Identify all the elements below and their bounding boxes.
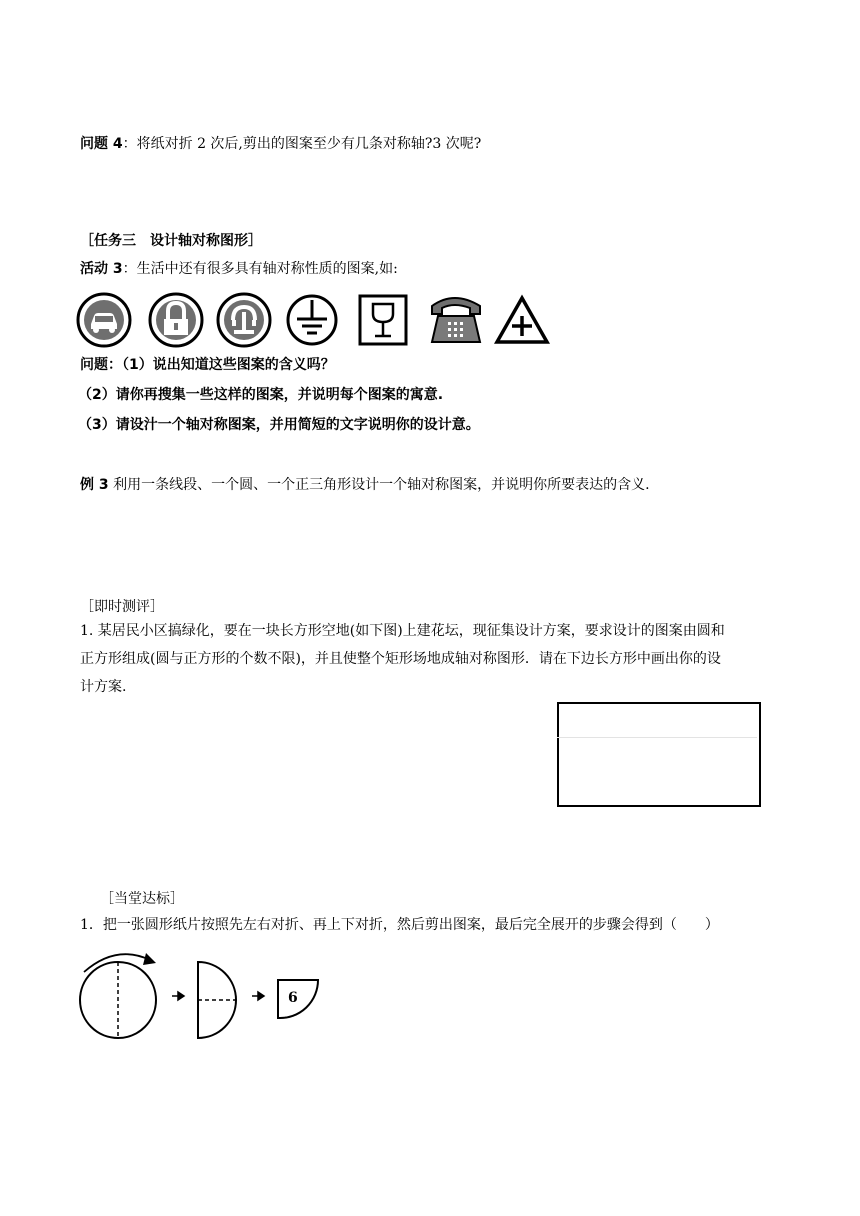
question-4-text: ：将纸对折 2 次后,剪出的图案至少有几条对称轴?3 次呢? (122, 136, 482, 152)
question-1: （1）说出知道这些图案的含义吗？ (122, 357, 335, 373)
half-circle-figure (198, 962, 236, 1038)
quarter-circle-figure (278, 980, 318, 1018)
example-3-text: 利用一条线段、一个圆、一个正三角形设计一个轴对称图案，并说明你所要表达的含义. (108, 477, 650, 493)
example-3 (80, 475, 650, 495)
task3-heading: ［任务三 设计轴对称图形］ (80, 233, 262, 249)
telephone-icon (432, 298, 480, 342)
activity-3-text: ：生活中还有很多具有轴对称性质的图案,如: (122, 261, 398, 277)
question-4-label: 问题 4 (80, 136, 123, 152)
rectangular-site-guide-line (557, 737, 757, 738)
question-4 (80, 134, 481, 154)
class-standard-question-1: 1．把一张圆形纸片按照先左右对折、再上下对折，然后剪出图案，最后完全展开的步骤会得到（ ） (80, 917, 719, 933)
questions-intro (80, 355, 335, 375)
symbol-row (76, 292, 556, 348)
question-2: （2）请你再搜集一些这样的图案，并说明每个图案的寓意. (78, 387, 444, 403)
activity-3 (80, 259, 398, 279)
quiz-heading: ［即时测评］ (80, 599, 164, 615)
quiz-problem-1-line-1: 1. 某居民小区搞绿化，要在一块长方形空地(如下图)上建花坛，现征集设计方案，要求设计的图案由圆和 (80, 623, 725, 639)
folding-steps-figure (76, 946, 326, 1046)
quiz-problem-1-line-3: 计方案. (80, 679, 127, 695)
question-3: （3）请设汁一个轴对称图案，并用简短的文字说明你的设计意。 (78, 417, 480, 433)
railway-logo-icon (218, 294, 270, 346)
arrow-1-icon (172, 992, 184, 1000)
example-3-label: 例 3 (80, 477, 109, 493)
fragile-glass-icon (360, 296, 406, 344)
lock-sign-icon (150, 294, 202, 346)
arrow-2-icon (252, 992, 264, 1000)
rectangular-site-box (557, 702, 761, 807)
ground-symbol-icon (288, 296, 336, 344)
figure-label: 6 (288, 990, 298, 1006)
questions-label: 问题： (80, 357, 122, 373)
class-standard-heading: ［当堂达标］ (100, 891, 184, 907)
quiz-problem-1-line-2: 正方形组成(圆与正方形的个数不限)，并且使整个矩形场地成轴对称图形．请在下边长方形中画出你的设 (80, 651, 721, 667)
car-sign-icon (78, 294, 130, 346)
full-circle-figure (80, 953, 156, 1038)
activity-3-label: 活动 3 (80, 261, 123, 277)
triangle-plus-icon (497, 298, 547, 342)
